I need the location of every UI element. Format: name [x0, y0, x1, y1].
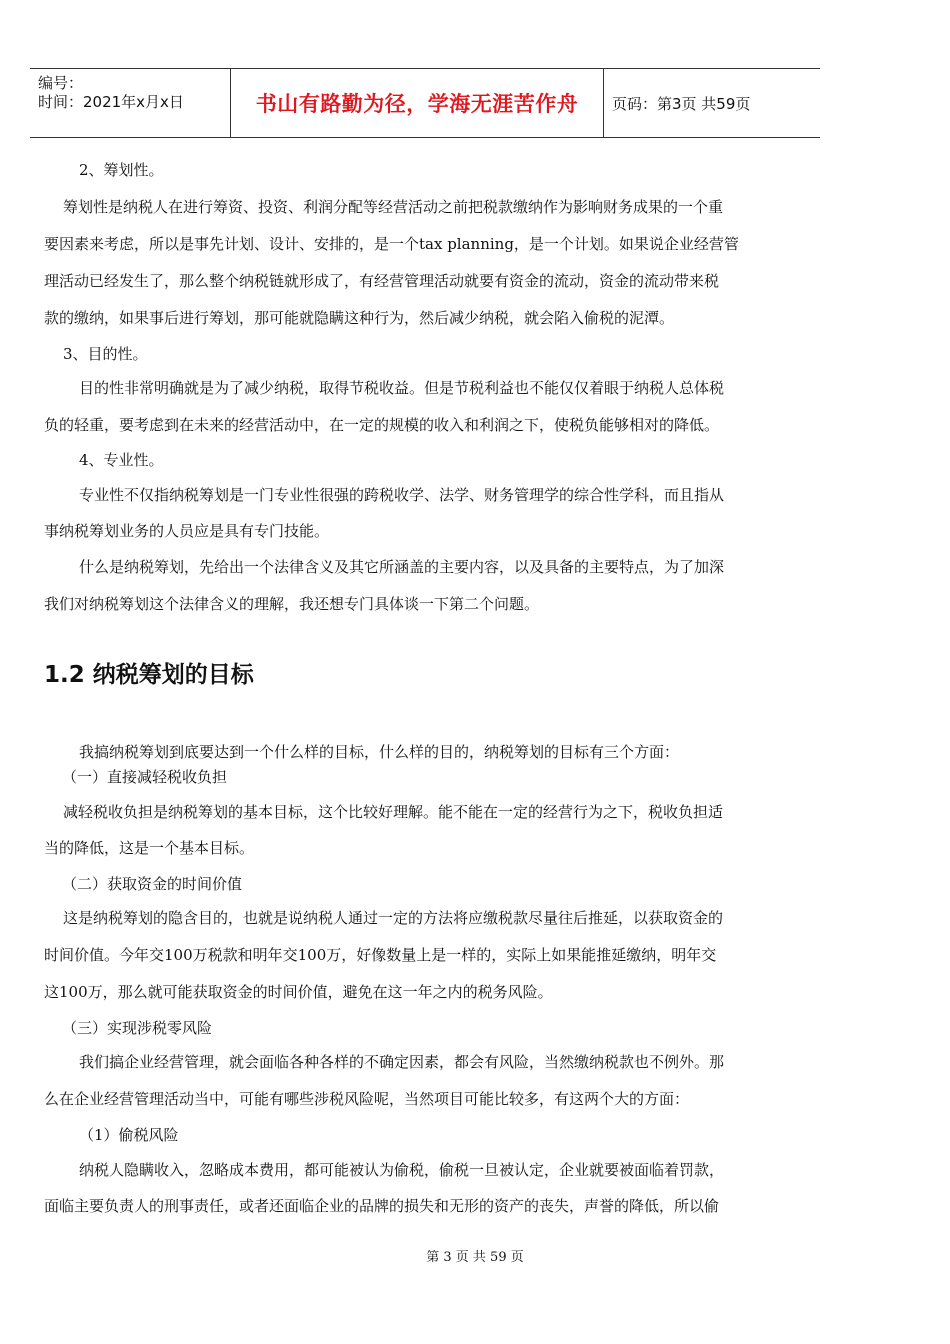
header-motto-cell — [231, 69, 604, 137]
paragraph-line: 减轻税收负担是纳税筹划的基本目标，这个比较好理解。能不能在一定的经营行为之下，税收负担适 — [63, 803, 724, 821]
list-item-heading: （一）直接减轻税收负担 — [62, 768, 228, 786]
serial-label: 编号： — [38, 74, 84, 92]
paragraph-line: 这100万，那么就可能获取资金的时间价值，避免在这一年之内的税务风险。 — [44, 983, 553, 1001]
paragraph-line: 当的降低，这是一个基本目标。 — [44, 839, 255, 857]
paragraph-line: 我们对纳税筹划这个法律含义的理解，我还想专门具体谈一下第二个问题。 — [44, 595, 540, 613]
time-label: 时间：2021年x月x日 — [38, 93, 184, 111]
paragraph-line: 我们搞企业经营管理，就会面临各种各样的不确定因素，都会有风险，当然缴纳税款也不例外。那 — [79, 1053, 725, 1071]
paragraph-line: 负的轻重，要考虑到在未来的经营活动中，在一定的规模的收入和利润之下，使税负能够相对的降低。 — [44, 416, 720, 434]
paragraph-line: 纳税人隐瞒收入，忽略成本费用，都可能被认为偷税，偷税一旦被认定，企业就要被面临着罚款， — [79, 1161, 725, 1179]
header-left-cell — [30, 69, 231, 137]
paragraph-line: 么在企业经营管理活动当中，可能有哪些涉税风险呢，当然项目可能比较多，有这两个大的方面： — [44, 1090, 690, 1108]
paragraph-line: 这是纳税筹划的隐含目的，也就是说纳税人通过一定的方法将应缴税款尽量往后推延，以获取资金的 — [63, 909, 724, 927]
list-item-heading: 2、筹划性。 — [79, 161, 164, 179]
paragraph-line: 理活动已经发生了，那么整个纳税链就形成了，有经营管理活动就要有资金的流动，资金的流动带来税 — [44, 272, 720, 290]
list-item-heading: （二）获取资金的时间价值 — [62, 875, 243, 893]
section-heading: 1.2 纳税筹划的目标 — [44, 662, 254, 688]
paragraph-line: 什么是纳税筹划，先给出一个法律含义及其它所涵盖的主要内容，以及具备的主要特点，为了加深 — [79, 558, 725, 576]
paragraph-line: 时间价值。今年交100万税款和明年交100万，好像数量上是一样的，实际上如果能推延缴纳，明年交 — [44, 946, 717, 964]
paragraph-line: 我搞纳税筹划到底要达到一个什么样的目标，什么样的目的，纳税筹划的目标有三个方面： — [79, 743, 680, 761]
paragraph-line: 面临主要负责人的刑事责任，或者还面临企业的品牌的损失和无形的资产的丧失，声誉的降低，所以偷 — [44, 1197, 720, 1215]
paragraph-line: 筹划性是纳税人在进行筹资、投资、利润分配等经营活动之前把税款缴纳作为影响财务成果的一个重 — [63, 198, 724, 216]
paragraph-line: 事纳税筹划业务的人员应是具有专门技能。 — [44, 522, 330, 540]
header-page-cell — [604, 69, 820, 137]
page-header — [30, 68, 820, 138]
list-item-heading: 3、目的性。 — [63, 345, 148, 363]
paragraph-line: 要因素来考虑，所以是事先计划、设计、安排的，是一个tax planning，是一个计划。如果说企业经营管 — [44, 235, 739, 253]
paragraph-line: 专业性不仅指纳税筹划是一门专业性很强的跨税收学、法学、财务管理学的综合性学科，而且指从 — [79, 486, 725, 504]
page-footer: 第 3 页 共 59 页 — [426, 1250, 524, 1265]
list-item-heading: 4、专业性。 — [79, 451, 164, 469]
paragraph-line: 款的缴纳，如果事后进行筹划，那可能就隐瞒这种行为，然后减少纳税，就会陷入偷税的泥潭。 — [44, 309, 675, 327]
motto-text: 书山有路勤为径，学海无涯苦作舟 — [255, 92, 579, 116]
list-item-heading: （1）偷税风险 — [79, 1126, 179, 1144]
page-info: 页码：第3页 共59页 — [612, 94, 751, 113]
paragraph-line: 目的性非常明确就是为了减少纳税，取得节税收益。但是节税利益也不能仅仅着眼于纳税人总体税 — [79, 379, 725, 397]
list-item-heading: （三）实现涉税零风险 — [62, 1019, 213, 1037]
